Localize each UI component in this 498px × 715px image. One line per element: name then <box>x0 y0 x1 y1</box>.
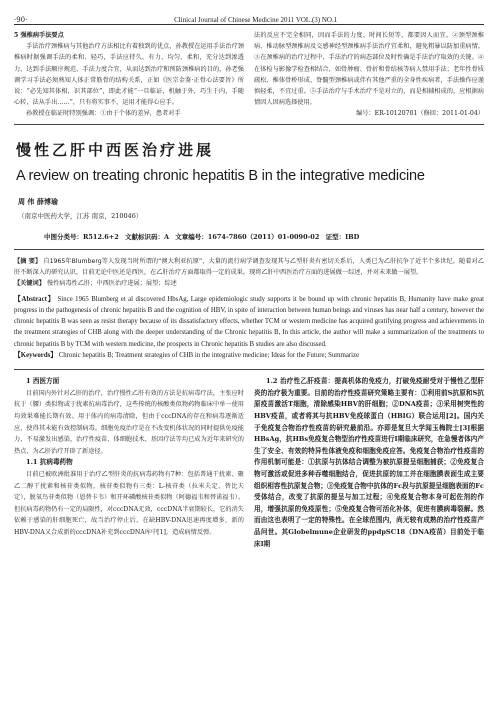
body-paragraph: 目前国内外针对乙肝的治疗，治疗慢性乙肝有效的方法是抗病毒疗法，主张应时抗于（腰）类似物或于扰素抗病毒治疗，这些传统的核酸类似物药物临床中单一使用均效果难能长期有效。用于体内的病毒清除，但由于cccDNA的存在和病毒逐渐适应，使得其未能有效控制病毒。细胞免疫治疗是在不改变机体状况的同时提供免疫能力，不易激发出感染，治疗性疫苗、体细胞技术、基因疗法等均已成为近年来研究的热点，为乙肝治疗开辟了新途径。 <box>14 389 244 455</box>
classification-info: 中图分类号：R512.6+2 文献标识码：A 文章编号：1674-7860（2011）01-0090-02 证型：IBD <box>44 232 360 241</box>
abstract-cn <box>14 256 484 290</box>
section-heading: 1 西医方面 <box>26 377 60 386</box>
subsection-heading: 1.1 抗病毒药物 <box>26 458 73 467</box>
divider <box>14 249 484 250</box>
keywords-en-label: 【Keywords】 <box>14 352 58 359</box>
article-body <box>14 376 484 550</box>
subsection-heading: 1.2 治疗性乙肝疫苗：提高机体的免疫力，打破免疫耐受对于慢性乙型肝炎的治疗极为重要。目前的治疗性疫苗研究策略主要有：①利用前S抗原和S抗原疫苗激活T细胞，清除感染HBV的肝细胞；②DNA疫苗；③采用树突性的HBV疫苗，或者将其与抗HBV免疫球蛋白（HBIG）联合运用[2]。国内关于免疫复合物治疗性疫苗的研究最前沿。亦即是复旦大学闻玉梅院士[3]根据HBsAg，抗HBs免疫复合物型治疗性疫苗进行I期临床研究，在急慢者体内产生了安全、有效的特异性体液免疫和细胞免疫应答。免疫复合物治疗性疫苗的作用机制可能是：①抗原与抗体结合调整为被抗原提呈细胞捕获；②免疫复合物可激活或促进多种吞噬细胞结合，促进抗原的加工并在细胞膜表面生成主要组织相容性抗原复合物；③免疫复合物中抗体的Fc段与抗原提呈细胞表面的Fc受体结合，改变了抗原的提呈与加工过程；④免疫复合物本身可起佐剂的作用，增强抗原的免疫原性；⑤免疫复合物可活化补体，促进有膜病毒裂解。然而由这也表明了一定的特殊性。在全球范围内，尚无较有成熟的治疗性疫苗产品问世。其Globelmune企业研发的ppdpSC18（DNA疫苗）目前处于临床Ⅰ期 <box>254 377 484 548</box>
article-title-en: A review on treating chronic hepatitis B in the integrative medicine <box>16 167 425 184</box>
abstract-en-label: 【Abstract】 <box>14 295 56 303</box>
prev-paragraph: 手法治疗颈椎病与其他治疗方法相比有着独到的优点，孙教授在运用手法治疗颈椎病时据强调手法的柔和、轻巧，手法应持久、有力、均匀、柔和，充分达到渗透力，达到手法顺序规范、手法力度合宜，从而达到治疗和预防颈椎病的目的，孙老强调学习手法必须熟知人体正常筋骨的结构关系，正如《医宗金鉴·正骨心法要旨》所说：“必先知其体相，识其部位”，即此才能“一旦临证，机触于外，巧生于内，手随心转，法从手出……”，只有将实事不，运用才能得心应手。 <box>14 43 244 107</box>
editor-code: 编号：ER-10120701（修回：2011-01-04） <box>356 110 484 118</box>
prev-section-heading: 5 强椎病手法要点 <box>14 32 64 39</box>
article-title-cn: 慢性乙肝中西医治疗进展 <box>16 140 215 159</box>
prev-paragraph: 法的反应不完全相同，因而手法的力度、时间长短等，都要因人而宜。②颈型颈椎病、椎动脉型颈椎病及交感神经型颈椎病手法治疗宜柔和，避免粗暴以防加重病情。③在颈椎病的治疗过程中，手法治疗的病态部位及时性确是手法治疗取效的关键。④在体检与影像学检查相结合，如骨肿瘤、骨折和骨结核等病人禁用手法；老年性骨质疏松、椎体骨桥形成、脊髓型颈椎病或伴有其他严重的全身性疾病者，手法操作应谨慎轻柔，不宜过重。⑤手法治疗与手术治疗不是对立的，而是相辅相成的，应根据病情因人因病选择使用。 <box>254 32 484 107</box>
keywords-cn-label: 【关键词】 <box>14 280 45 288</box>
prev-left-column <box>14 30 244 120</box>
keywords-cn-text: 慢性病毒性乙肝；中西医治疗进展；展望；综述 <box>46 280 177 288</box>
keywords-en-text: Chronic hepatitis B; Treatment strategies of CHB in the integrative medicine; Ideas for the Future; Summarize <box>58 352 360 359</box>
page-number: ·90· <box>14 16 28 24</box>
journal-title: Clinical Journal of Chinese Medicine 2011 VOL.(3) NO.1 <box>174 16 338 24</box>
divider <box>14 369 484 370</box>
body-paragraph: 目前已被欧洲批准用于治疗乙型肝炎的抗病毒药物有7种：包括普通干扰素、聚乙二醇干扰素和核苷类似物，核苷类似物有三类：L-核苷类（拉米夫定、替比夫定），脱氧鸟苷类似物（恩替卡韦）和开环磷酸核苷类似物（阿德福韦和替诺福韦）。但抗病毒药物仍有一定的局限性，对cccDNA无效，cccDNA半衰期较长，它的消失依赖于感染的肝细胞死亡，故当治疗停止后，在缺HBV-DNA迅速再度增多，新的HBV-DNA又合成新的cccDNA补充到cccDNA库中[1]，造成病情反弹。 <box>14 471 244 537</box>
body-left-column <box>14 376 244 550</box>
body-right-column <box>254 376 484 550</box>
divider <box>14 124 484 125</box>
abstract-cn-label: 【摘 要】 <box>14 257 42 265</box>
abstract-en <box>14 294 484 362</box>
prev-paragraph: 孙教授在临证时特别强调：①由于个体的差异，患者对手 <box>26 110 181 118</box>
abstract-cn-text: 自1965年Blumberg等人发现当时所谓的“澳大利亚抗原”，大量的流行病学调查发现其与乙型肝炎有密切关系后，人类已为乙肝抗争了近半个多世纪。随着对乙肝不断深入的研究认识，目前无论中医还是西医，在乙肝治疗方面都取得一定的成果。现将乙肝中西医治疗方面的进展做一综述，并对未来做一展望。 <box>14 257 484 276</box>
prev-right-column <box>254 30 484 120</box>
running-header <box>14 0 484 25</box>
previous-article-tail <box>14 30 484 120</box>
affiliation: （南京中医药大学，江苏 南京，210046） <box>18 211 143 220</box>
abstract-en-text: Since 1965 Blumberg et al discovered HbsAg, Large epidemiologic study supports it be bound up with chronic hepatitis B, Humanity have make great progress in the pathogenesis of chronic hepatitis B and the cognition of HBV, in spite of interaction between human beings and viruses has near half a century, however the chronic hepatitis B was seen as resist therapy because of its dissatisfactory effects, whether TCM or western medicine has acquired gratifying progress and achievements in the treatment strategies of CHB along with the deeper understanding of the Chronic hepatitis B, In this article, the author will make a summarization of the treatments to chronic hepatitis B by TCM with western medicine, the prospects in Chronic hepatitis B studies are also discussed. <box>14 295 485 348</box>
authors: 周 伟 薛博瑜 <box>18 196 58 206</box>
